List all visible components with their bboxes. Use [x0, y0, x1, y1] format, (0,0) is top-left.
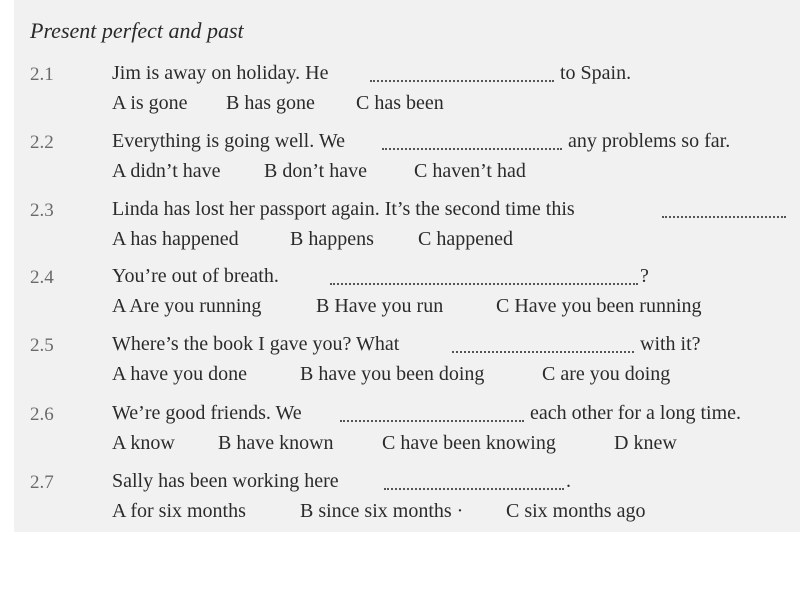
option-c[interactable]: C happened [418, 228, 513, 250]
question-text: Where’s the book I gave you? What [112, 333, 400, 355]
question-item [0, 333, 800, 399]
option-a[interactable]: A Are you running [112, 295, 262, 317]
question-item [0, 265, 800, 331]
option-b[interactable]: B Have you run [316, 295, 444, 317]
question-item [0, 470, 800, 536]
question-text: Jim is away on holiday. He [112, 62, 329, 84]
answer-blank[interactable] [382, 148, 562, 150]
question-text-end: any problems so far. [568, 130, 731, 152]
question-text: Everything is going well. We [112, 130, 345, 152]
question-number: 2.2 [30, 132, 54, 153]
option-c[interactable]: C haven’t had [414, 160, 526, 182]
question-text-end: ? [640, 265, 649, 287]
question-number: 2.1 [30, 64, 54, 85]
answer-blank[interactable] [662, 216, 786, 218]
option-b[interactable]: B has gone [226, 92, 315, 114]
question-text: Linda has lost her passport again. It’s the second time this [112, 198, 575, 220]
question-item [0, 62, 800, 128]
option-a[interactable]: A is gone [112, 92, 188, 114]
answer-blank[interactable] [452, 351, 634, 353]
question-number: 2.3 [30, 200, 54, 221]
question-text: You’re out of breath. [112, 265, 279, 287]
answer-blank[interactable] [330, 283, 638, 285]
answer-blank[interactable] [384, 488, 564, 490]
question-number: 2.6 [30, 404, 54, 425]
question-number: 2.4 [30, 267, 54, 288]
option-a[interactable]: A for six months [112, 500, 246, 522]
question-text-end: each other for a long time. [530, 402, 742, 424]
option-b[interactable]: B have you been doing [300, 363, 485, 385]
option-b[interactable]: B don’t have [264, 160, 367, 182]
option-c[interactable]: C have been knowing [382, 432, 556, 454]
question-text-end: to Spain. [560, 62, 632, 84]
option-c[interactable]: C Have you been running [496, 295, 702, 317]
question-number: 2.5 [30, 335, 54, 356]
question-text: Sally has been working here [112, 470, 339, 492]
option-c[interactable]: C six months ago [506, 500, 646, 522]
option-b[interactable]: B since six months · [300, 500, 464, 522]
question-text-end: . [566, 470, 571, 492]
option-a[interactable]: A know [112, 432, 175, 454]
question-number: 2.7 [30, 472, 54, 493]
option-a[interactable]: A have you done [112, 363, 247, 385]
option-c[interactable]: C are you doing [542, 363, 671, 385]
option-d[interactable]: D knew [614, 432, 677, 454]
answer-blank[interactable] [370, 80, 554, 82]
option-b[interactable]: B happens [290, 228, 374, 250]
option-b[interactable]: B have known [218, 432, 334, 454]
page-title: Present perfect and past [30, 18, 244, 43]
question-item [0, 198, 800, 264]
option-a[interactable]: A didn’t have [112, 160, 221, 182]
option-c[interactable]: C has been [356, 92, 444, 114]
question-text: We’re good friends. We [112, 402, 302, 424]
question-item [0, 402, 800, 468]
answer-blank[interactable] [340, 420, 524, 422]
question-text-end: with it? [640, 333, 701, 355]
question-item [0, 130, 800, 196]
option-a[interactable]: A has happened [112, 228, 239, 250]
